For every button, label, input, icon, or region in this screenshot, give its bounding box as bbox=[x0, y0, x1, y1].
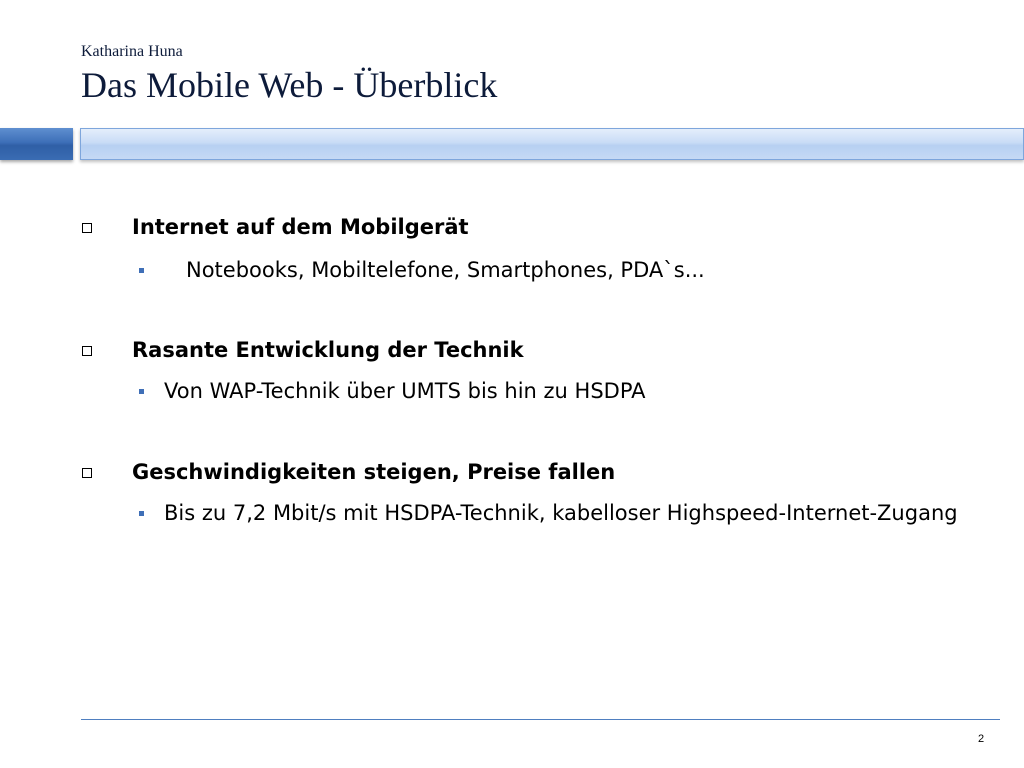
author-name: Katharina Huna bbox=[81, 43, 183, 60]
footer-divider bbox=[81, 719, 1000, 720]
bullet-heading: Geschwindigkeiten steigen, Preise fallen bbox=[132, 460, 616, 484]
small-square-bullet-icon bbox=[139, 389, 144, 394]
bullet-subitem: Bis zu 7,2 Mbit/s mit HSDPA-Technik, kabelloser Highspeed-Internet-Zugang bbox=[164, 501, 958, 525]
small-square-bullet-icon bbox=[139, 268, 144, 273]
bullet-subitem: Von WAP-Technik über UMTS bis hin zu HSDPA bbox=[164, 379, 646, 403]
hollow-square-bullet-icon bbox=[82, 468, 92, 478]
bullet-subitem: Notebooks, Mobiltelefone, Smartphones, PDA`s... bbox=[186, 258, 705, 282]
slide-title: Das Mobile Web - Überblick bbox=[81, 65, 498, 105]
hollow-square-bullet-icon bbox=[82, 223, 92, 233]
bullet-heading: Internet auf dem Mobilgerät bbox=[132, 215, 469, 239]
hollow-square-bullet-icon bbox=[82, 346, 92, 356]
page-number: 2 bbox=[978, 733, 985, 745]
bullet-heading: Rasante Entwicklung der Technik bbox=[132, 338, 524, 362]
small-square-bullet-icon bbox=[139, 511, 144, 516]
